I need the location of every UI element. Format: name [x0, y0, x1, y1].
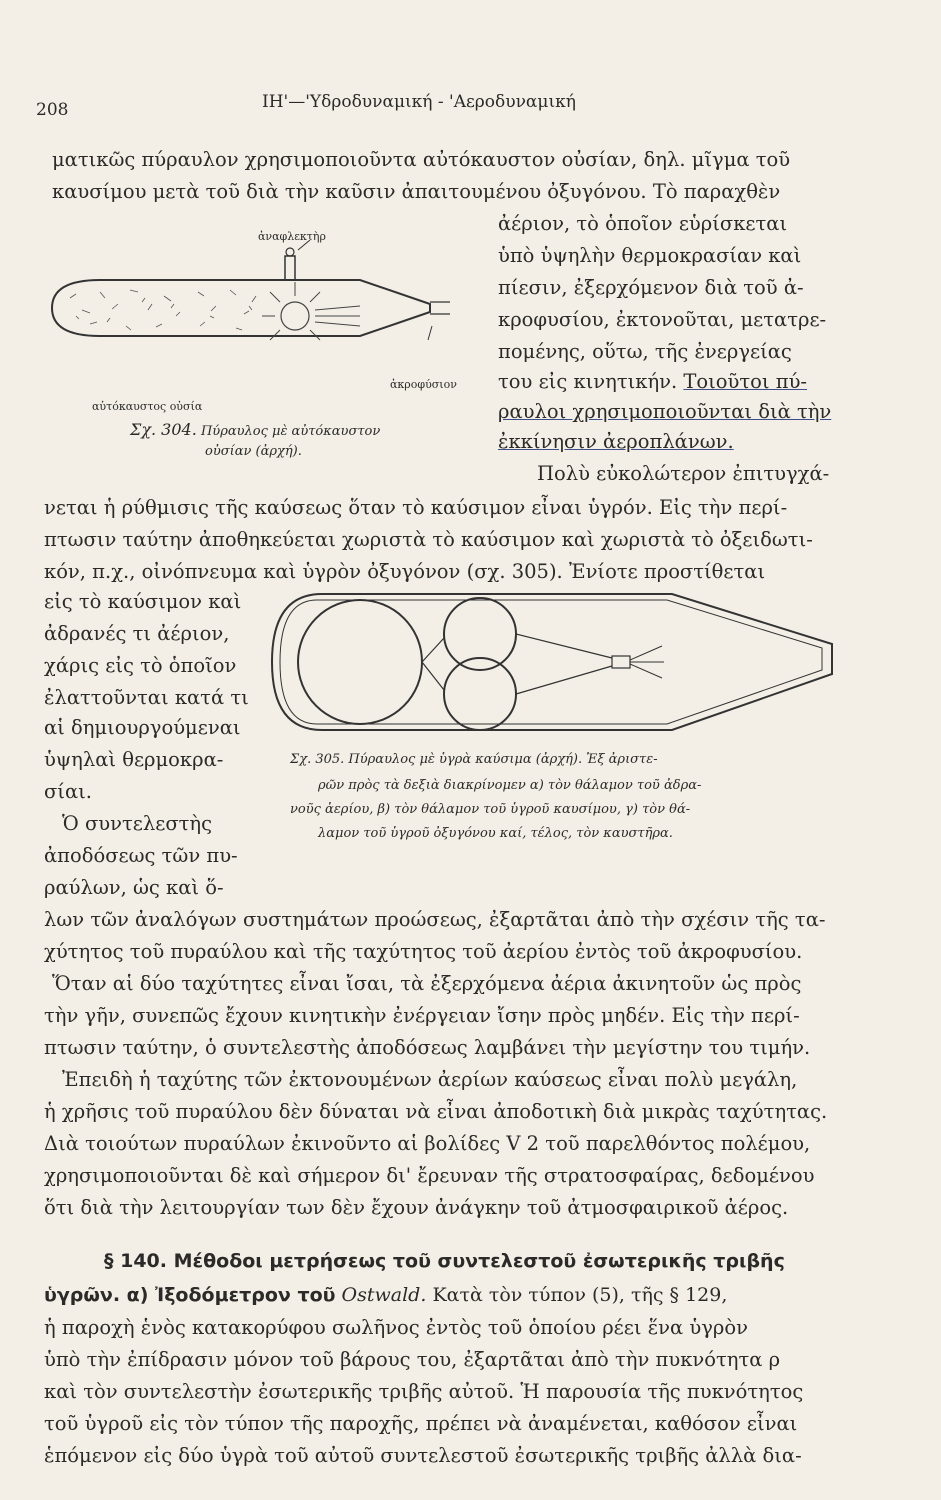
text-line: κόν, π.χ., οἰνόπνευμα καὶ ὑγρὸν ὀξυγόνον (σχ. 305). Ἐνίοτε προστίθεται: [44, 560, 766, 583]
label-fuel: αὐτόκαυστος οὐσία: [92, 400, 203, 413]
text-line: ραύλων, ὡς καὶ ὅ-: [44, 876, 224, 899]
figure-304-caption-cont: οὐσίαν (ἀρχή).: [205, 444, 302, 459]
page-number: 208: [36, 100, 69, 120]
figure-305-caption: ρῶν πρὸς τὰ δεξιὰ διακρίνομεν α) τὸν θάλαμον τοῦ ἀδρα-: [318, 778, 702, 793]
text-line: Διὰ τοιούτων πυραύλων ἐκινοῦντο αἱ βολίδες V 2 τοῦ παρελθόντος πολέμου,: [44, 1132, 811, 1155]
text-line: Ὁ συντελεστὴς: [62, 812, 213, 835]
text-line: καυσίμου μετὰ τοῦ διὰ τὴν καῦσιν ἀπαιτουμένου ὀξυγόνου. Τὸ παραχθὲν: [52, 180, 781, 203]
text-line: ὑπὸ ὑψηλὴν θερμοκρασίαν καὶ: [498, 244, 802, 267]
figure-304: [30, 240, 480, 370]
text-line: του εἰς κινητικήν. Τοιοῦτοι πύ-: [498, 370, 808, 393]
text-line: ἐκκίνησιν ἀεροπλάνων.: [498, 430, 734, 453]
text-line: ἡ παροχὴ ἑνὸς κατακορύφου σωλῆνος ἐντὸς τοῦ ὁποίου ρέει ἕνα ὑγρὸν: [44, 1316, 748, 1339]
figure-305-caption: λαμον τοῦ ὑγροῦ ὀξυγόνου καί, τέλος, τὸν καυστῆρα.: [318, 826, 673, 841]
text-line: Πολὺ εὐκολώτερον ἐπιτυγχά-: [537, 462, 830, 485]
text-line: καὶ τὸν συντελεστὴν ἐσωτερικῆς τριβῆς αὐτοῦ. Ἡ παρουσία τῆς πυκνότητος: [44, 1380, 804, 1403]
text-line: ραυλοι χρησιμοποιοῦνται διὰ τὴν: [498, 400, 832, 423]
underlined-phrase: Τοιοῦτοι πύ-: [683, 370, 808, 393]
text-line: ὑψηλαὶ θερμοκρα-: [44, 748, 224, 771]
text-line: πτωσιν ταύτην, ὁ συντελεστὴς ἀποδόσεως λαμβάνει τὴν μεγίστην του τιμήν.: [44, 1036, 811, 1059]
text-line: χύτητος τοῦ πυραύλου καὶ τῆς ταχύτητος τοῦ ἀερίου ἐντὸς τοῦ ἀκροφυσίου.: [44, 940, 803, 963]
text-line: ὅτι διὰ τὴν λειτουργίαν των δὲν ἔχουν ἀνάγκην τοῦ ἀτμοσφαιρικοῦ ἀέρος.: [44, 1196, 789, 1219]
figure-305-caption: Σχ. 305. Πύραυλος μὲ ὑγρὰ καύσιμα (ἀρχή). Ἐξ ἀριστε-: [290, 752, 658, 767]
figure-305: [262, 582, 842, 752]
text-line: ὑπὸ τὴν ἐπίδρασιν μόνον τοῦ βάρους του, ἐξαρτᾶται ἀπὸ τὴν πυκνότητα ρ: [44, 1348, 781, 1371]
figure-304-caption: Σχ. 304. Πύραυλος μὲ αὐτόκαυστον: [130, 420, 381, 439]
text-line: Ὅταν αἱ δύο ταχύτητες εἶναι ἴσαι, τὰ ἐξερχόμενα ἀέρια ἀκινητοῦν ὡς πρὸς: [52, 972, 802, 995]
text-line: αἱ δημιουργούμεναι: [44, 716, 241, 739]
text-line: ἀέριον, τὸ ὁποῖον εὑρίσκεται: [498, 212, 788, 235]
text-line: ἑπόμενον εἰς δύο ὑγρὰ τοῦ αὐτοῦ συντελεστοῦ ἐσωτερικῆς τριβῆς ἀλλὰ δια-: [44, 1444, 802, 1467]
text-line: ματικῶς πύραυλον χρησιμοποιοῦντα αὐτόκαυστον οὐσίαν, δηλ. μῖγμα τοῦ: [52, 148, 791, 171]
text-line: ἀδρανές τι ἀέριον,: [44, 622, 230, 645]
text-line: λων τῶν ἀναλόγων συστημάτων προώσεως, ἐξαρτᾶται ἀπὸ τὴν σχέσιν τῆς τα-: [44, 908, 826, 931]
text-line: πομένης, οὕτω, τῆς ἐνεργείας: [498, 340, 792, 363]
text-line: τοῦ ὑγροῦ εἰς τὸν τύπον τῆς παροχῆς, πρέπει νὰ ἀναμένεται, καθόσον εἶναι: [44, 1412, 798, 1435]
label-igniter: ἀναφλεκτὴρ: [258, 230, 326, 243]
figure-305-caption: νοῦς ἀερίου, β) τὸν θάλαμον τοῦ ὑγροῦ καυσίμου, γ) τὸν θά-: [290, 802, 691, 817]
label-nozzle: ἀκροφύσιον: [390, 378, 457, 391]
text-line: Ἐπειδὴ ἡ ταχύτης τῶν ἐκτονουμένων ἀερίων καύσεως εἶναι πολὺ μεγάλη,: [62, 1068, 798, 1091]
text-line: ἀποδόσεως τῶν πυ-: [44, 844, 238, 867]
text-line: χρησιμοποιοῦνται δὲ καὶ σήμερον δι' ἔρευναν τῆς στρατοσφαίρας, δεδομένου: [44, 1164, 815, 1187]
text-line: πτωσιν ταύτην ἀποθηκεύεται χωριστὰ τὸ καύσιμον καὶ χωριστὰ τὸ ὀξειδωτι-: [44, 528, 813, 551]
section-heading-line-2: ὑγρῶν. α) Ἰξοδόμετρον τοῦ Ostwald. Κατὰ τὸν τύπον (5), τῆς § 129,: [44, 1284, 728, 1306]
text-line: νεται ἡ ρύθμισις τῆς καύσεως ὅταν τὸ καύσιμον εἶναι ὑγρόν. Εἰς τὴν περί-: [44, 496, 788, 519]
text-line: χάρις εἰς τὸ ὁποῖον: [44, 654, 237, 677]
text-line: ἡ χρῆσις τοῦ πυραύλου δὲν δύναται νὰ εἶναι ἀποδοτικὴ διὰ μικρὰς ταχύτητας.: [44, 1100, 828, 1123]
running-title: ΙΗ'—'Υδροδυναμική - 'Αεροδυναμική: [262, 92, 576, 112]
section-heading: § 140. Μέθοδοι μετρήσεως τοῦ συντελεστοῦ ἐσωτερικῆς τριβῆς: [104, 1250, 785, 1272]
text-line: σίαι.: [44, 780, 92, 803]
text-line: κροφυσίου, ἐκτονοῦται, μετατρε-: [498, 308, 827, 331]
text-line: τὴν γῆν, συνεπῶς ἔχουν κινητικὴν ἐνέργειαν ἴσην πρὸς μηδέν. Εἰς τὴν περί-: [44, 1004, 800, 1027]
text-line: ἐλαττοῦνται κατά τι: [44, 686, 249, 709]
text-line: εἰς τὸ καύσιμον καὶ: [44, 590, 242, 613]
text-line: πίεσιν, ἐξερχόμενον διὰ τοῦ ἀ-: [498, 276, 804, 299]
